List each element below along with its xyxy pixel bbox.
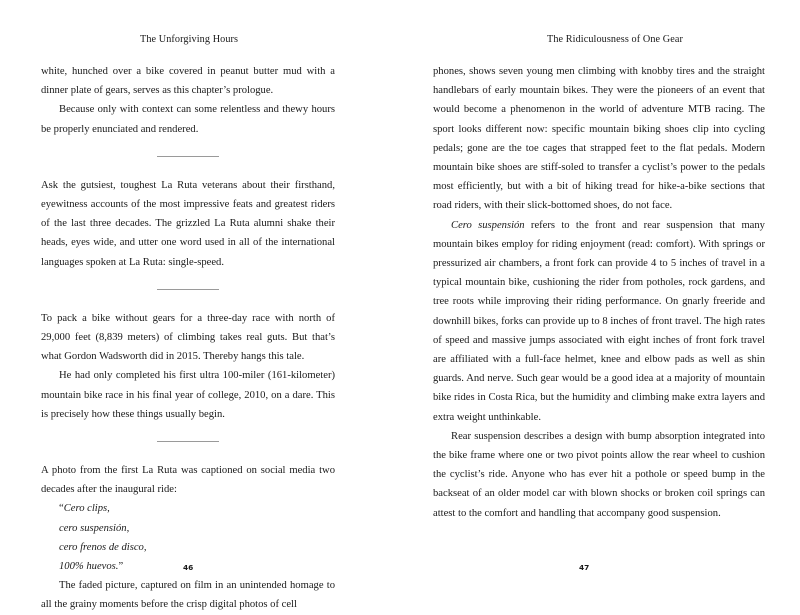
italic-term: Cero suspensión: [451, 219, 525, 231]
left-paragraph: white, hunched over a bike covered in peanut butter mud with a dinner plate of gears, serves as this chapter’s prologue.: [41, 66, 335, 97]
left-running-head: The Unforgiving Hours: [140, 34, 239, 45]
right-running-head: The Ridiculousness of One Gear: [547, 34, 683, 45]
verse-text: Cero clips,: [63, 503, 110, 515]
left-paragraph: Because only with context can some relentless and thewy hours be properly enunciated and rendered.: [41, 104, 335, 135]
verse-line: [59, 499, 335, 518]
right-body-text: [433, 62, 765, 523]
paragraph-text: refers to the front and rear suspension that many mountain bikes employ for riding enjoyment (read: comfort). With springs or pressurized air chambers, a front fork can provide 4 to 5 inches of travel in a typical mountain bike, cushioning the rider from potholes, rock gardens, and tree roots while improving their riding performance. On gnarly freeride and downhill bikes, forks can provide up to 8 inches of front travel. The high rates of speed and massive jumps associated with eight inches of front fork travel are affiliated with a full-face helmet, knee and elbow pads as well as shin guards. And nerve. Such gear would be a good idea at a majority of mountain bike rides in Costa Rica, but the humidity and climbing make extra layers and extra weight unthinkable.: [433, 219, 765, 423]
section-divider: [157, 289, 219, 290]
section-divider: [157, 441, 219, 442]
right-page-number: 47: [579, 563, 590, 572]
right-paragraph: [433, 216, 765, 427]
left-body-text: [41, 62, 335, 615]
left-paragraph: To pack a bike without gears for a three-day race with north of 29,000 feet (8,839 meters) of climbing takes real guts. But that’s what Gordon Wadsworth did in 2015. Thereby hangs this tale.: [41, 312, 335, 363]
verse-text: 100% huevos.: [59, 561, 119, 573]
open-quote: “: [59, 503, 64, 515]
left-paragraph: A photo from the first La Ruta was captioned on social media two decades after the inaugural ride:: [41, 465, 335, 496]
left-paragraph: Ask the gutsiest, toughest La Ruta veterans about their firsthand, eyewitness accounts of the most impressive feats and greatest riders of the last three decades. The grizzled La Ruta alumni shake their heads, eyes wide, and utter one word used in all of the international languages spoken at La Ruta: single-speed.: [41, 179, 335, 268]
section-divider: [157, 156, 219, 157]
left-paragraph: He had only completed his first ultra 100-miler (161-kilometer) mountain bike race in his final year of college, 2010, on a dare. This is precisely how these things usually begin.: [41, 370, 335, 420]
verse-line: cero frenos de disco,: [59, 541, 147, 553]
verse-line: cero suspensión,: [59, 522, 130, 534]
left-paragraph: The faded picture, captured on film in an unintended homage to all the grainy moments before the crisp digital photos of cell: [41, 580, 335, 611]
left-page: [0, 0, 400, 611]
right-page: [400, 0, 800, 600]
close-quote: ”: [118, 561, 124, 573]
right-paragraph: Rear suspension describes a design with bump absorption integrated into the bike frame where one or two pivot points allow the rear wheel to cushion the cyclist’s ride. Anyone who has ever hit a pothole or speed bump in the backseat of an older model car with blown shocks or broken coil springs can attest to the comfort and handling that accompany good suspension.: [433, 430, 765, 519]
right-paragraph: phones, shows seven young men climbing with knobby tires and the straight handlebars of early mountain bikes. They were the pioneers of an event that would become a phenomenon in the world of adventure MTB racing. The sport looks different now: specific mountain biking shoes clip into cycling pedals; gone are the toe cages that strapped feet to the flat pedals. Modern mountain bike shoes are stiff-soled to transfer a cyclist’s power to the pedals most efficiently, but with a bit of hiking tread for hike-a-bike sections that road riders, with their slick-bottomed shoes, do not face.: [433, 66, 765, 212]
left-page-number: 46: [183, 563, 194, 572]
verse-line: [59, 557, 335, 576]
